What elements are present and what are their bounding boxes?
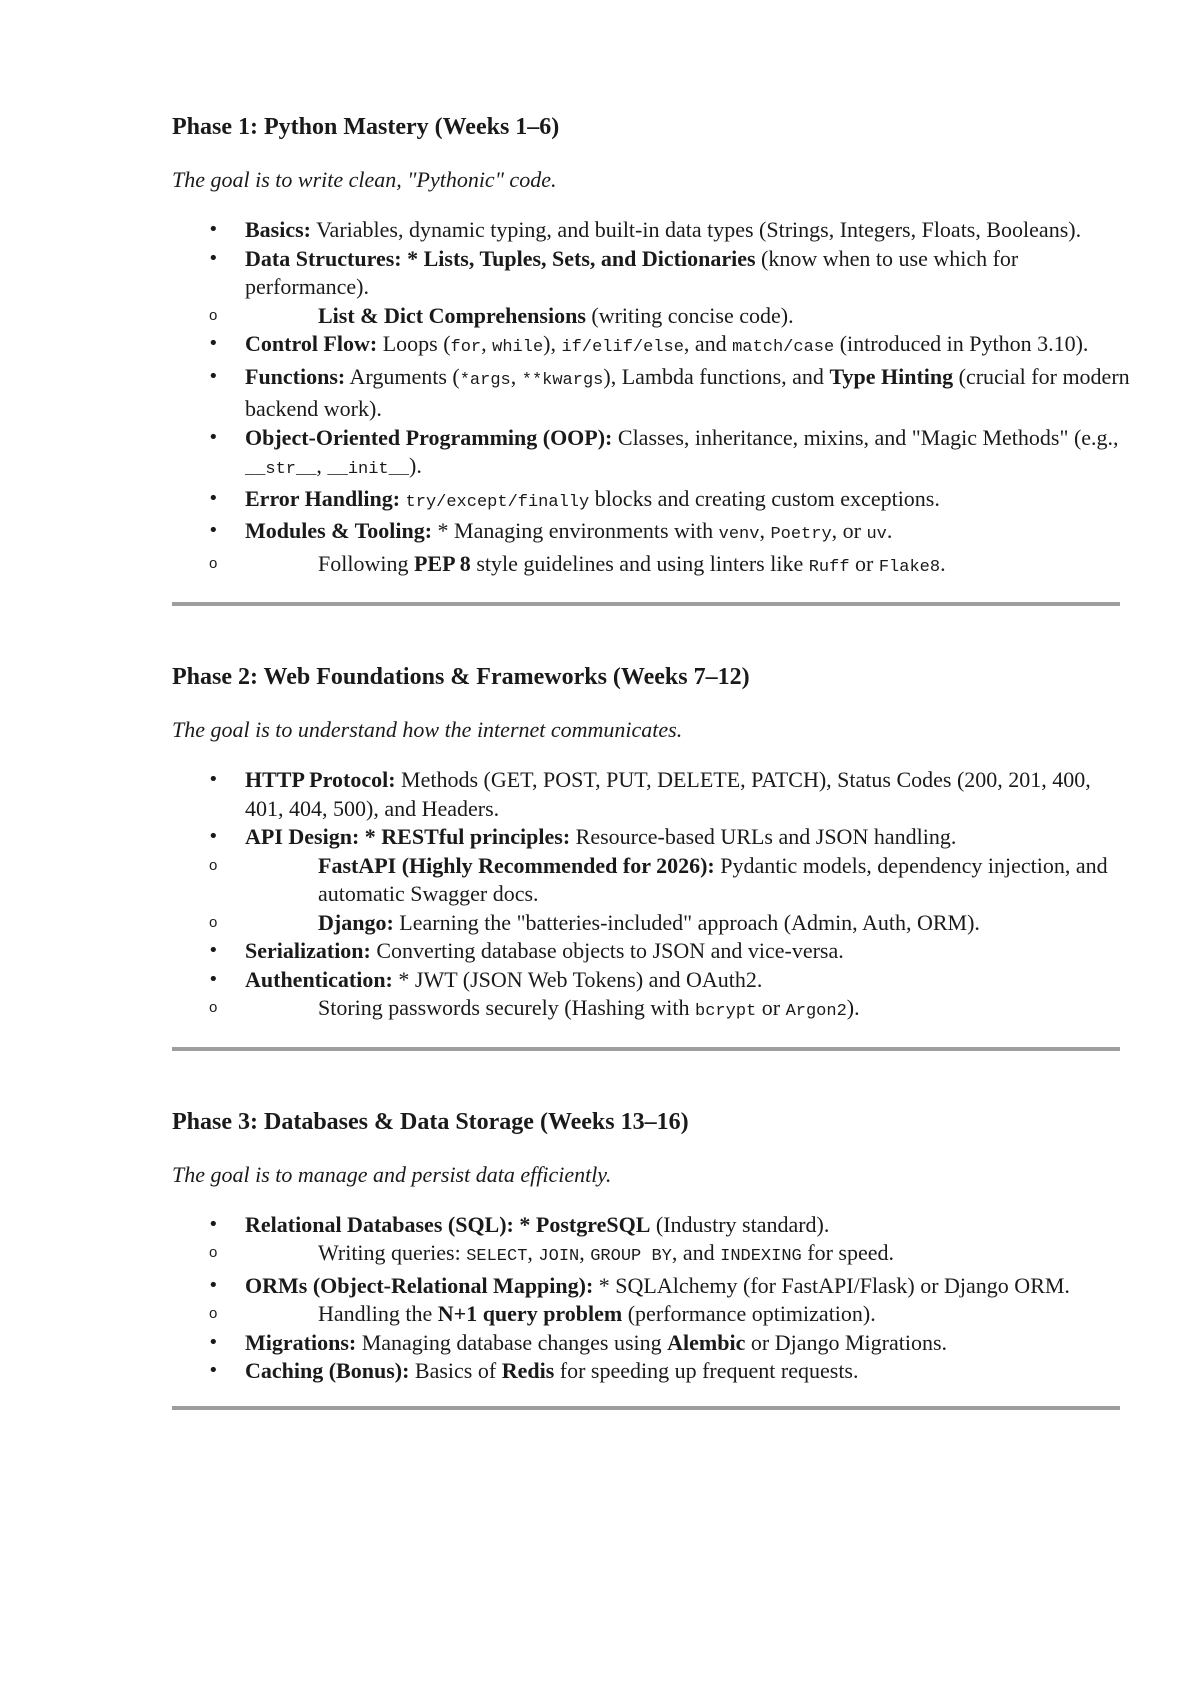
list-item <box>172 330 1132 363</box>
code-snippet: __str__ <box>245 460 317 479</box>
list-item <box>172 1211 1132 1272</box>
sub-list <box>245 550 1132 583</box>
item-label: Error Handling: <box>245 485 401 511</box>
item-text: (writing concise code). <box>585 302 794 328</box>
code-snippet: venv <box>718 525 760 544</box>
code-snippet: for <box>450 338 482 357</box>
item-text: Basics of <box>409 1358 502 1383</box>
list-item <box>172 424 1132 485</box>
item-label: Control Flow: <box>245 331 378 356</box>
code-snippet: **kwargs <box>521 370 604 390</box>
code-snippet: try/except/finally <box>405 492 590 512</box>
item-text: Loops ( <box>377 331 451 356</box>
item-text: Pydantic models, dependency injection, and automatic Swagger docs. <box>318 852 1108 906</box>
item-emphasis: N+1 query problem <box>437 1301 623 1326</box>
item-label: Authentication: <box>245 966 393 992</box>
sub-list-item <box>172 550 1132 583</box>
item-label: Migrations: <box>245 1329 357 1355</box>
item-text: ). <box>846 995 860 1020</box>
list-item <box>172 1357 1132 1386</box>
item-label: HTTP Protocol: <box>245 767 396 792</box>
item-text: blocks and creating custom exceptions. <box>589 485 940 511</box>
sub-list <box>245 302 1132 331</box>
item-text: Resource-based URLs and JSON handling. <box>570 824 957 849</box>
section-divider <box>172 1047 1120 1051</box>
item-text: , and <box>683 331 733 356</box>
sub-list-item <box>172 1300 1132 1329</box>
item-label: Django: <box>318 909 394 935</box>
item-text: , <box>481 331 493 356</box>
item-label: Modules & Tooling: <box>245 518 433 543</box>
item-text: (performance optimization). <box>622 1301 876 1326</box>
item-text: . <box>886 518 893 543</box>
item-text: Handling the <box>318 1301 438 1326</box>
item-text: style guidelines and using linters like <box>470 550 809 576</box>
item-text: Converting database objects to JSON and vice-versa. <box>370 938 844 963</box>
item-text: Learning the "batteries-included" approach (Admin, Auth, ORM). <box>393 909 980 935</box>
item-text: (introduced in Python 3.10). <box>834 331 1089 356</box>
item-text: , or <box>831 518 867 543</box>
item-label: List & Dict Comprehensions <box>318 302 586 328</box>
sub-list <box>245 1300 1132 1329</box>
list-item <box>172 363 1132 424</box>
item-text: * JWT (JSON Web Tokens) and OAuth2. <box>392 966 763 992</box>
item-text: * Managing environments with <box>432 518 719 543</box>
item-text: Writing queries: <box>318 1240 467 1265</box>
item-text: Variables, dynamic typing, and built-in data types (Strings, Integers, Floats, Booleans). <box>311 217 1082 242</box>
list-item <box>172 517 1132 582</box>
item-text: (know when to use which for performance). <box>245 245 1019 299</box>
code-snippet: __init__ <box>327 460 410 479</box>
code-snippet: JOIN <box>538 1247 580 1266</box>
item-label: ORMs (Object-Relational Mapping): <box>245 1272 594 1298</box>
item-text: Following <box>318 550 414 576</box>
phase-goal: The goal is to understand how the internet communicates. <box>172 717 683 742</box>
list-item <box>172 937 1132 966</box>
list-item <box>172 245 1132 331</box>
code-snippet: GROUP BY <box>590 1247 672 1266</box>
phase-2-section <box>172 662 1132 1051</box>
item-text: , <box>527 1240 539 1265</box>
item-text: , <box>510 363 522 389</box>
phase-goal: The goal is to manage and persist data efficiently. <box>172 1161 612 1187</box>
code-snippet: INDEXING <box>720 1247 802 1266</box>
item-text: , <box>316 453 328 478</box>
code-snippet: SELECT <box>466 1247 528 1266</box>
topic-list <box>172 766 1132 1027</box>
sub-list-item <box>172 909 1132 938</box>
item-text: , <box>759 518 771 543</box>
item-label: Caching (Bonus): <box>245 1358 410 1383</box>
code-snippet: Flake8 <box>878 557 941 577</box>
code-snippet: *args <box>459 370 511 390</box>
item-text: ). <box>409 453 422 478</box>
section-divider <box>172 602 1120 606</box>
code-snippet: uv <box>866 525 887 544</box>
sub-list-item <box>172 994 1132 1027</box>
phase-3-section <box>172 1107 1132 1410</box>
item-label: Relational Databases (SQL): * PostgreSQL <box>245 1211 651 1237</box>
item-text: Methods (GET, POST, PUT, DELETE, PATCH), Status Codes (200, 201, 400, 401, 404, 500), and Headers. <box>245 767 1091 821</box>
item-label: Basics: <box>245 217 311 242</box>
code-snippet: Argon2 <box>785 1002 847 1021</box>
item-text: or Django Migrations. <box>745 1329 948 1355</box>
code-snippet: if/elif/else <box>561 338 684 357</box>
item-text: Storing passwords securely (Hashing with <box>318 995 696 1020</box>
phase-title: Phase 2: Web Foundations & Frameworks (Weeks 7–12) <box>172 664 750 690</box>
item-text: * SQLAlchemy (for FastAPI/Flask) or Django ORM. <box>593 1272 1070 1298</box>
item-text: Managing database changes using <box>356 1329 668 1355</box>
item-text: Classes, inheritance, mixins, and "Magic Methods" (e.g., <box>612 424 1119 450</box>
item-text: . <box>940 550 946 576</box>
item-emphasis: Redis <box>501 1358 555 1383</box>
item-text: or <box>849 550 879 576</box>
list-item <box>172 766 1132 823</box>
phase-goal: The goal is to write clean, "Pythonic" code. <box>172 167 557 192</box>
section-divider <box>172 1406 1120 1410</box>
list-item <box>172 216 1132 245</box>
sub-list <box>245 1239 1132 1272</box>
code-snippet: bcrypt <box>695 1002 757 1021</box>
sub-list-item <box>172 302 1132 331</box>
item-text: ), Lambda functions, and <box>603 363 830 389</box>
phase-title: Phase 1: Python Mastery (Weeks 1–6) <box>172 114 560 140</box>
sub-list-item <box>172 852 1132 909</box>
item-text: (crucial for modern backend work). <box>245 363 1130 421</box>
sub-list-item <box>172 1239 1132 1272</box>
code-snippet: Poetry <box>770 525 832 544</box>
code-snippet: match/case <box>732 338 835 357</box>
item-text: for speed. <box>801 1240 894 1265</box>
list-item <box>172 1329 1132 1358</box>
phase-1-section <box>172 112 1132 606</box>
item-label: FastAPI (Highly Recommended for 2026): <box>318 852 715 878</box>
item-label: API Design: * RESTful principles: <box>245 824 571 849</box>
item-emphasis: PEP 8 <box>413 550 471 576</box>
item-label: Data Structures: * Lists, Tuples, Sets, and Dictionaries <box>245 245 756 271</box>
item-text: ), <box>543 331 562 356</box>
item-label: Functions: <box>245 363 346 389</box>
code-snippet: Ruff <box>808 557 850 577</box>
item-label: Object-Oriented Programming (OOP): <box>245 424 613 450</box>
document-page <box>172 112 1132 1410</box>
item-emphasis: Alembic <box>667 1329 746 1355</box>
list-item <box>172 1272 1132 1329</box>
list-item <box>172 966 1132 1027</box>
code-snippet: while <box>492 338 544 357</box>
sub-list <box>245 994 1132 1027</box>
item-text: or <box>756 995 786 1020</box>
phase-title: Phase 3: Databases & Data Storage (Weeks 13–16) <box>172 1108 689 1135</box>
item-emphasis: Type Hinting <box>829 363 954 389</box>
topic-list <box>172 1211 1132 1386</box>
item-text: , <box>579 1240 591 1265</box>
topic-list <box>172 216 1132 582</box>
item-label: Serialization: <box>245 938 371 963</box>
item-text: , and <box>671 1240 721 1265</box>
item-text: Arguments ( <box>345 363 460 389</box>
item-text: (Industry standard). <box>650 1211 830 1237</box>
sub-list <box>245 852 1132 938</box>
list-item <box>172 485 1132 518</box>
list-item <box>172 823 1132 937</box>
item-text: for speeding up frequent requests. <box>554 1358 859 1383</box>
